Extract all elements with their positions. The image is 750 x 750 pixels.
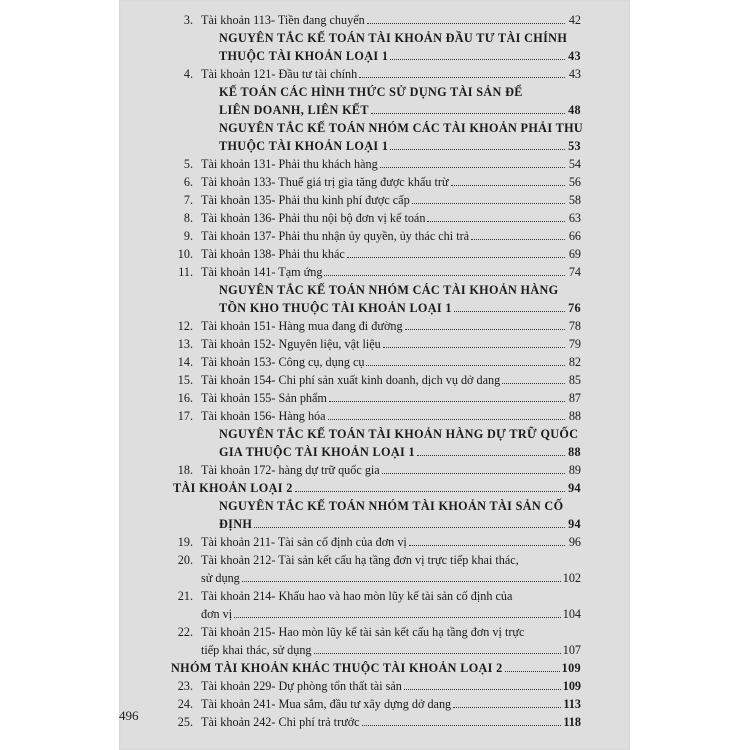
section-heading: NGUYÊN TẮC KẾ TOÁN NHÓM TÀI KHOẢN TÀI SẢN CỐ <box>219 499 564 513</box>
toc-entry-title: Tài khoản 214- Khấu hao và hao mòn lũy kế tài sản cố định của <box>201 589 513 603</box>
dot-leader <box>367 23 565 24</box>
dot-leader <box>380 167 565 168</box>
toc-entry-number: 21. <box>177 589 193 603</box>
toc-entry-number: 15. <box>177 373 193 387</box>
toc-line <box>171 387 581 405</box>
toc-line <box>171 351 581 369</box>
toc-entry-title: NHÓM TÀI KHOẢN KHÁC THUỘC TÀI KHOẢN LOẠI 2 <box>171 661 503 675</box>
toc-line <box>171 477 581 495</box>
toc-line <box>171 549 581 567</box>
toc-entry-number: 6. <box>183 175 193 189</box>
toc-page-number: 66 <box>568 229 581 243</box>
dot-leader <box>383 347 565 348</box>
toc-page-number: 107 <box>562 643 581 657</box>
toc-page-number: 48 <box>568 103 581 117</box>
section-heading: NGUYÊN TẮC KẾ TOÁN TÀI KHOẢN ĐẦU TƯ TÀI CHÍNH <box>219 31 568 45</box>
toc-page-number: 69 <box>568 247 581 261</box>
toc-line <box>171 369 581 387</box>
toc-entry-number: 13. <box>177 337 193 351</box>
toc-entry-title: đơn vị <box>201 607 233 621</box>
toc-entry-title: Tài khoản 131- Phải thu khách hàng <box>201 157 378 171</box>
toc-page-number: 96 <box>568 535 581 549</box>
dot-leader <box>295 491 565 492</box>
toc-line <box>171 243 581 261</box>
dot-leader <box>409 545 565 546</box>
toc-entry-number: 24. <box>177 697 193 711</box>
toc-page-number: 74 <box>568 265 581 279</box>
section-heading: KẾ TOÁN CÁC HÌNH THỨC SỬ DỤNG TÀI SẢN ĐỂ <box>219 85 523 99</box>
toc-entry-title: Tài khoản 141- Tạm ứng <box>201 265 323 279</box>
toc-entry-number: 17. <box>177 409 193 423</box>
toc-entry-title: sử dụng <box>201 571 240 585</box>
dot-leader <box>328 419 565 420</box>
toc-entry-number: 22. <box>177 625 193 639</box>
toc-entry-number: 4. <box>183 67 193 81</box>
toc-entry-title: Tài khoản 121- Đầu tư tài chính <box>201 67 358 81</box>
toc-page-number: 87 <box>568 391 581 405</box>
toc-line <box>171 225 581 243</box>
toc-line <box>171 711 581 729</box>
dot-leader <box>417 455 565 456</box>
toc-line <box>171 189 581 207</box>
dot-leader <box>427 221 565 222</box>
toc-line <box>171 207 581 225</box>
toc-page-number: 94 <box>568 517 581 531</box>
section-heading: NGUYÊN TẮC KẾ TOÁN NHÓM CÁC TÀI KHOẢN HÀNG <box>219 283 559 297</box>
toc-page-number: 109 <box>562 679 581 693</box>
toc-line <box>171 603 581 621</box>
toc-entry-title: TÀI KHOẢN LOẠI 2 <box>173 481 293 495</box>
toc-entry-title: Tài khoản 152- Nguyên liệu, vật liệu <box>201 337 381 351</box>
toc-entry-title: tiếp khai thác, sử dụng <box>201 643 312 657</box>
toc-page-number: 78 <box>568 319 581 333</box>
toc-line <box>171 405 581 423</box>
dot-leader <box>505 671 560 672</box>
toc-line <box>171 297 581 315</box>
section-heading: NGUYÊN TẮC KẾ TOÁN TÀI KHOẢN HÀNG DỰ TRỮ QUỐC <box>219 427 579 441</box>
toc-entry-title: LIÊN DOANH, LIÊN KẾT <box>219 103 369 117</box>
toc-entry-number: 18. <box>177 463 193 477</box>
toc-line <box>171 315 581 333</box>
toc-page-number: 102 <box>562 571 581 585</box>
toc-entry-title: Tài khoản 229- Dự phòng tổn thất tài sản <box>201 679 402 693</box>
toc-line <box>171 657 581 675</box>
toc-page-number: 89 <box>568 463 581 477</box>
toc-entry-title: Tài khoản 113- Tiền đang chuyển <box>201 13 365 27</box>
toc-entry-number: 19. <box>177 535 193 549</box>
toc-page-number: 88 <box>568 409 581 423</box>
toc-entry-number: 11. <box>178 265 193 279</box>
toc-line <box>171 63 581 81</box>
toc-entry-title: Tài khoản 133- Thuế giá trị gia tăng được khấu trừ <box>201 175 449 189</box>
toc-entry-title: Tài khoản 136- Phải thu nội bộ đơn vị kế toán <box>201 211 426 225</box>
toc-entry-number: 9. <box>183 229 193 243</box>
toc-line <box>171 585 581 603</box>
toc-line <box>171 135 581 153</box>
toc-entry-number: 14. <box>177 355 193 369</box>
toc-entry-title: Tài khoản 151- Hàng mua đang đi đường <box>201 319 403 333</box>
toc-line <box>171 621 581 639</box>
table-of-contents <box>171 9 584 729</box>
dot-leader <box>382 473 565 474</box>
toc-line <box>171 441 581 459</box>
toc-entry-number: 3. <box>183 13 193 27</box>
toc-line <box>171 45 581 63</box>
dot-leader <box>502 383 565 384</box>
toc-entry-title: Tài khoản 135- Phải thu kinh phí được cấp <box>201 193 410 207</box>
toc-page-number: 104 <box>562 607 581 621</box>
toc-entry-number: 5. <box>183 157 193 171</box>
toc-entry-number: 7. <box>183 193 193 207</box>
toc-page-number: 82 <box>568 355 581 369</box>
toc-line <box>171 171 581 189</box>
toc-page-number: 94 <box>568 481 581 495</box>
toc-entry-number: 10. <box>177 247 193 261</box>
toc-page-number: 79 <box>568 337 581 351</box>
toc-entry-title: Tài khoản 138- Phải thu khác <box>201 247 345 261</box>
dot-leader <box>254 527 565 528</box>
toc-page-number: 53 <box>568 139 581 153</box>
dot-leader <box>234 617 561 618</box>
toc-entry-number: 8. <box>183 211 193 225</box>
toc-page-number: 54 <box>568 157 581 171</box>
toc-page-number: 118 <box>563 715 581 729</box>
dot-leader <box>242 581 561 582</box>
dot-leader <box>347 257 565 258</box>
toc-entry-number: 16. <box>177 391 193 405</box>
toc-page-number: 56 <box>568 175 581 189</box>
dot-leader <box>329 401 565 402</box>
toc-entry-title: Tài khoản 154- Chi phí sản xuất kinh doanh, dịch vụ dở dang <box>201 373 501 387</box>
toc-page-number: 109 <box>561 661 581 675</box>
dot-leader <box>405 329 565 330</box>
toc-page-number: 88 <box>568 445 581 459</box>
toc-entry-title: Tài khoản 241- Mua sắm, đầu tư xây dựng dở dang <box>201 697 452 711</box>
toc-entry-title: Tài khoản 137- Phải thu nhận ủy quyền, ủy thác chi trả <box>201 229 470 243</box>
toc-entry-title: Tài khoản 172- hàng dự trữ quốc gia <box>201 463 380 477</box>
toc-entry-title: TỒN KHO THUỘC TÀI KHOẢN LOẠI 1 <box>219 301 452 315</box>
toc-entry-title: Tài khoản 153- Công cụ, dụng cụ <box>201 355 365 369</box>
toc-line <box>171 513 581 531</box>
toc-page-number: 43 <box>568 67 581 81</box>
dot-leader <box>371 113 565 114</box>
toc-line <box>171 531 581 549</box>
toc-line <box>171 9 581 27</box>
toc-page-number: 85 <box>568 373 581 387</box>
toc-entry-number: 12. <box>177 319 193 333</box>
toc-line <box>171 675 581 693</box>
toc-entry-title: Tài khoản 242- Chi phí trả trước <box>201 715 360 729</box>
toc-entry-title: Tài khoản 212- Tài sản kết cấu hạ tầng đơn vị trực tiếp khai thác, <box>201 553 519 567</box>
toc-line <box>171 639 581 657</box>
toc-entry-title: THUỘC TÀI KHOẢN LOẠI 1 <box>219 139 389 153</box>
dot-leader <box>362 725 562 726</box>
toc-entry-number: 25. <box>177 715 193 729</box>
toc-entry-title: GIA THUỘC TÀI KHOẢN LOẠI 1 <box>219 445 415 459</box>
toc-entry-title: Tài khoản 211- Tài sản cố định của đơn vị <box>201 535 407 549</box>
dot-leader <box>453 707 561 708</box>
dot-leader <box>314 653 561 654</box>
dot-leader <box>454 311 565 312</box>
dot-leader <box>366 365 565 366</box>
toc-line <box>171 153 581 171</box>
dot-leader <box>451 185 565 186</box>
toc-page-number: 76 <box>568 301 581 315</box>
toc-page-number: 42 <box>568 13 581 27</box>
dot-leader <box>471 239 565 240</box>
book-page <box>119 0 630 750</box>
toc-page-number: 58 <box>568 193 581 207</box>
page-number: 496 <box>119 708 139 723</box>
toc-line <box>171 693 581 711</box>
toc-line <box>171 459 581 477</box>
toc-page-number: 43 <box>568 49 581 63</box>
dot-leader <box>404 689 561 690</box>
section-heading: NGUYÊN TẮC KẾ TOÁN NHÓM CÁC TÀI KHOẢN PHẢI THU <box>219 121 584 135</box>
toc-entry-title: Tài khoản 155- Sản phẩm <box>201 391 327 405</box>
dot-leader <box>324 275 565 276</box>
toc-page-number: 63 <box>568 211 581 225</box>
toc-line <box>171 261 581 279</box>
toc-page-number: 113 <box>563 697 581 711</box>
toc-entry-title: Tài khoản 156- Hàng hóa <box>201 409 326 423</box>
dot-leader <box>412 203 565 204</box>
toc-entry-title: THUỘC TÀI KHOẢN LOẠI 1 <box>219 49 389 63</box>
toc-entry-number: 20. <box>177 553 193 567</box>
toc-entry-title: ĐỊNH <box>219 517 253 531</box>
dot-leader <box>359 77 565 78</box>
dot-leader <box>390 149 565 150</box>
toc-line <box>171 333 581 351</box>
toc-entry-number: 23. <box>177 679 193 693</box>
toc-entry-title: Tài khoản 215- Hao mòn lũy kế tài sản kết cấu hạ tầng đơn vị trực <box>201 625 525 639</box>
dot-leader <box>390 59 565 60</box>
toc-line <box>171 99 581 117</box>
toc-line <box>171 567 581 585</box>
